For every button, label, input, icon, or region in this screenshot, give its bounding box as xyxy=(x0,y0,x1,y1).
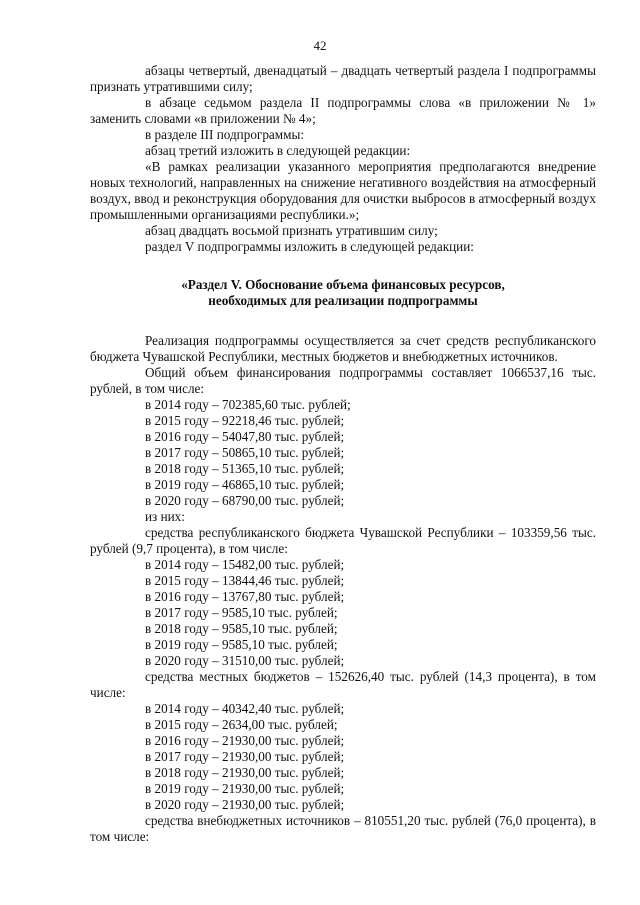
list-item: из них: xyxy=(145,509,185,524)
intro-paragraph: абзац третий изложить в следующей редакции: xyxy=(145,143,411,158)
list-item: в 2018 году – 51365,10 тыс. рублей; xyxy=(145,461,345,476)
list-item: в 2017 году – 21930,00 тыс. рублей; xyxy=(145,749,345,764)
body-paragraph: Общий объем финансирования подпрограммы составляет 1066537,16 тыс. рублей, в том числе: xyxy=(90,365,596,396)
list-item: в 2016 году – 13767,80 тыс. рублей; xyxy=(145,589,345,604)
body-paragraph: средства республиканского бюджета Чувашской Республики – 103359,56 тыс. рублей (9,7 процента), в том числе: xyxy=(90,525,596,556)
list-item: в 2016 году – 54047,80 тыс. рублей; xyxy=(145,429,345,444)
list-item: в 2017 году – 9585,10 тыс. рублей; xyxy=(145,605,338,620)
list-item: в 2017 году – 50865,10 тыс. рублей; xyxy=(145,445,345,460)
list-item: в 2019 году – 9585,10 тыс. рублей; xyxy=(145,637,338,652)
list-item: в 2018 году – 9585,10 тыс. рублей; xyxy=(145,621,338,636)
body-paragraph: Реализация подпрограммы осуществляется за счет средств республиканского бюджета Чувашской Республики, местных бюджетов и внебюджетных источников. xyxy=(90,333,596,364)
total-years-list xyxy=(90,397,596,525)
intro-paragraph: абзацы четвертый, двенадцатый – двадцать четвертый раздела I подпрограммы признать утратившими силу; xyxy=(90,63,596,94)
section-heading xyxy=(90,277,596,309)
section-heading-line: необходимых для реализации подпрограммы xyxy=(208,293,478,308)
list-item: в 2019 году – 46865,10 тыс. рублей; xyxy=(145,477,345,492)
list-item: в 2015 году – 2634,00 тыс. рублей; xyxy=(145,717,338,732)
intro-paragraph: в абзаце седьмом раздела II подпрограммы слова «в приложении № 1» заменить словами «в приложении № 4»; xyxy=(90,95,596,126)
list-item: в 2015 году – 92218,46 тыс. рублей; xyxy=(145,413,345,428)
list-item: в 2014 году – 15482,00 тыс. рублей; xyxy=(145,557,345,572)
intro-paragraph: в разделе III подпрограммы: xyxy=(145,127,305,142)
list-item: в 2020 году – 31510,00 тыс. рублей; xyxy=(145,653,345,668)
list-item: в 2015 году – 13844,46 тыс. рублей; xyxy=(145,573,345,588)
body-paragraph: средства местных бюджетов – 152626,40 тыс. рублей (14,3 процента), в том числе: xyxy=(90,669,596,700)
rep-years-list xyxy=(90,557,596,669)
intro-paragraph: абзац двадцать восьмой признать утратившим силу; xyxy=(145,223,438,238)
list-item: в 2016 году – 21930,00 тыс. рублей; xyxy=(145,733,345,748)
local-years-list xyxy=(90,701,596,813)
page-number: 42 xyxy=(313,38,327,53)
section-heading-line: «Раздел V. Обоснование объема финансовых ресурсов, xyxy=(181,277,505,292)
body-paragraph: средства внебюджетных источников – 810551,20 тыс. рублей (76,0 процента), в том числе: xyxy=(90,813,596,844)
list-item: в 2014 году – 40342,40 тыс. рублей; xyxy=(145,701,345,716)
quoted-paragraph: «В рамках реализации указанного мероприятия предполагаются внедрение новых технологий, направленных на снижение негативного воздействия на атмосферный воздух, ввод и реконструкция оборудования для очистки выбросов в атмосферный воздух промышленными организациями республики.»; xyxy=(90,159,596,222)
list-item: в 2020 году – 21930,00 тыс. рублей; xyxy=(145,797,345,812)
list-item: в 2020 году – 68790,00 тыс. рублей; xyxy=(145,493,345,508)
list-item: в 2014 году – 702385,60 тыс. рублей; xyxy=(145,397,351,412)
intro-paragraph: раздел V подпрограммы изложить в следующей редакции: xyxy=(145,239,474,254)
list-item: в 2018 году – 21930,00 тыс. рублей; xyxy=(145,765,345,780)
page-content xyxy=(90,63,596,845)
list-item: в 2019 году – 21930,00 тыс. рублей; xyxy=(145,781,345,796)
